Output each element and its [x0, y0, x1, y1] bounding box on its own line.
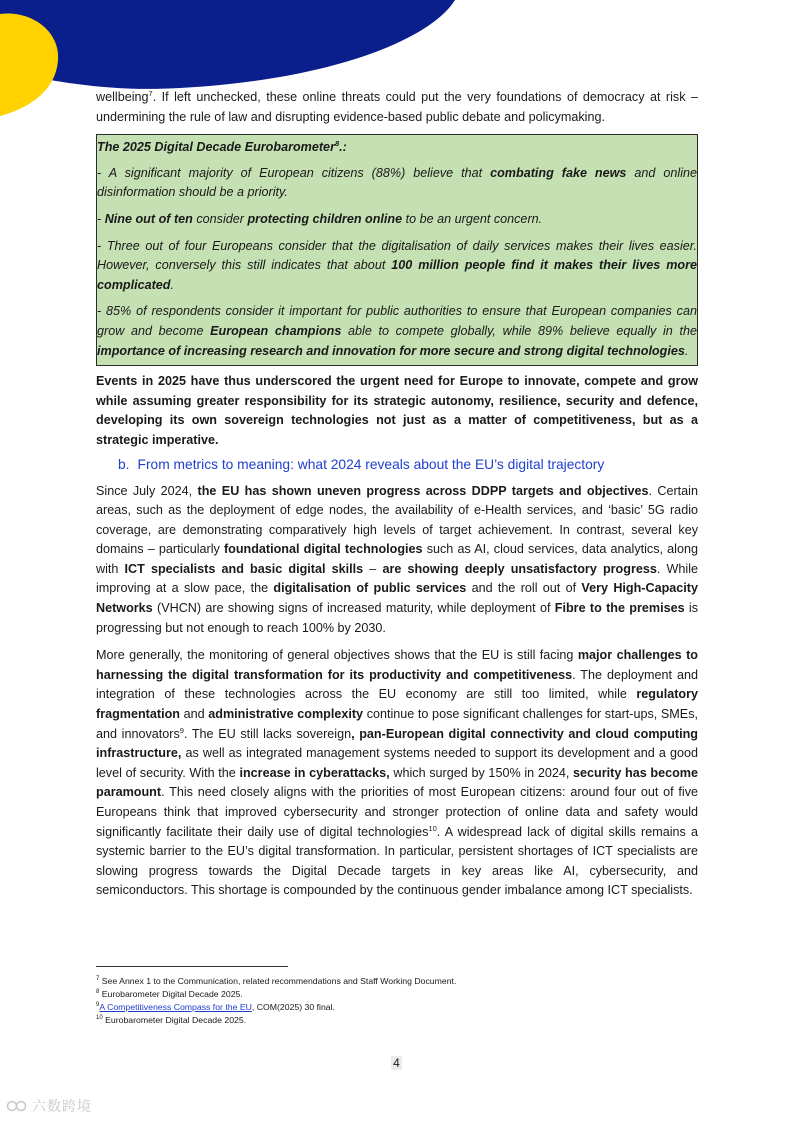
- footnote-8: $^8$ Eurobarometer Digital Decade 2025.: [96, 989, 243, 999]
- intro-paragraph: wellbeing$^7$. If left unchecked, these online threats could put the very foundations of democracy at risk – undermining the rule of law and disrupting evidence-based public debate and policymaking.: [96, 88, 698, 124]
- page-number: 4: [393, 1056, 400, 1070]
- callout-bullet-european-champions: - 85% of respondents consider it important for public authorities to ensure that European companies can grow and become European champions able to compete globally, while 89% believe equally in the importance of increasing research and innovation for more secure and strong digital technologies.: [97, 304, 697, 358]
- footnotes: [96, 975, 456, 1027]
- eurobarometer-callout-box: [96, 134, 698, 366]
- footnote-ref-9[interactable]: 9: [179, 725, 184, 735]
- callout-bullet-digital-services: - Three out of four Europeans consider that the digitalisation of daily services makes their lives easier. However, conversely this still indicates that about 100 million people find it makes their lives more complicated.: [97, 238, 698, 292]
- callout-title: The 2025 Digital Decade Eurobarometer$^8$.:: [97, 139, 347, 155]
- page-content: [96, 88, 698, 909]
- callout-bullet-children-online: - Nine out of ten consider protecting children online to be an urgent concern.: [97, 211, 543, 226]
- footnote-divider: [96, 966, 288, 967]
- footnote-ref-8[interactable]: 8: [334, 139, 340, 148]
- summary-paragraph: Events in 2025 have thus underscored the urgent need for Europe to innovate, compete and grow while assuming greater responsibility for its strategic autonomy, resilience, security and defence, developing its own sovereign technologies not just as a matter of competitiveness, but as a strategic imperative.: [96, 374, 698, 447]
- section-number: b.: [118, 456, 130, 472]
- progress-paragraph: Since July 2024, the EU has shown uneven progress across DDPP targets and objectives. Certain areas, such as the deployment of edge nodes, the availability of e-Health services, and ‘basic’ 5G radio coverage, are demonstrating comparatively high levels of target achievement. In contrast, several key domains – particularly foundational digital technologies such as AI, cloud services, data analytics, along with ICT specialists and basic digital skills – are showing deeply unsatisfactory progress. While improving at a slow pace, the digitalisation of public services and the roll out of Very High-Capacity Networks (VHCN) are showing signs of increased maturity, while deployment of Fibre to the premises is progressing but not enough to reach 100% by 2030.: [96, 483, 698, 635]
- competitiveness-compass-link[interactable]: A Competitiveness Compass for the EU: [99, 1002, 252, 1012]
- footnote-ref-7[interactable]: 7: [148, 88, 153, 98]
- section-heading: [118, 455, 698, 475]
- challenges-paragraph: More generally, the monitoring of general objectives shows that the EU is still facing major challenges to harnessing the digital transformation for its productivity and competitiveness. The deployment and integration of these technologies across the EU economy are still too limited, while regulatory fragmentation and administrative complexity continue to pose significant challenges for start-ups, SMEs, and innovators$^9$. The EU still lacks sovereign, pan-European digital connectivity and cloud computing infrastructure, as well as integrated management systems needed to support its development and a good level of security. With the increase in cyberattacks, which surged by 150% in 2024, security has become paramount. This need closely aligns with the priorities of most European citizens: around four out of five Europeans think that improved cybersecurity and stronger protection of online data and safety would significantly facilitate their daily use of digital technologies$^{10}$. A widespread lack of digital skills remains a systemic barrier to the EU’s digital transformation. In particular, persistent shortages of ICT specialists are slowing progress towards the Digital Decade targets in key areas like AI, cybersecurity, and semiconductors. This shortage is compounded by the continuous gender imbalance among ICT specialists.: [96, 648, 699, 898]
- navy-wave-shape: [0, 0, 455, 89]
- footnote-7: $^7$ See Annex 1 to the Communication, related recommendations and Staff Working Document.: [96, 976, 457, 986]
- callout-bullet-fake-news: - A significant majority of European citizens (88%) believe that combating fake news and online disinformation should be a priority.: [97, 165, 698, 200]
- footnote-9: $^9$A Competitiveness Compass for the EU, COM(2025) 30 final.: [96, 1002, 335, 1012]
- footnote-ref-10[interactable]: 10: [428, 823, 437, 833]
- section-title: From metrics to meaning: what 2024 reveals about the EU’s digital trajectory: [137, 456, 605, 472]
- watermark: 六数跨境: [6, 1096, 92, 1116]
- watermark-logo-icon: [6, 1099, 32, 1113]
- footnote-10: $^{10}$ Eurobarometer Digital Decade 2025.: [96, 1015, 247, 1025]
